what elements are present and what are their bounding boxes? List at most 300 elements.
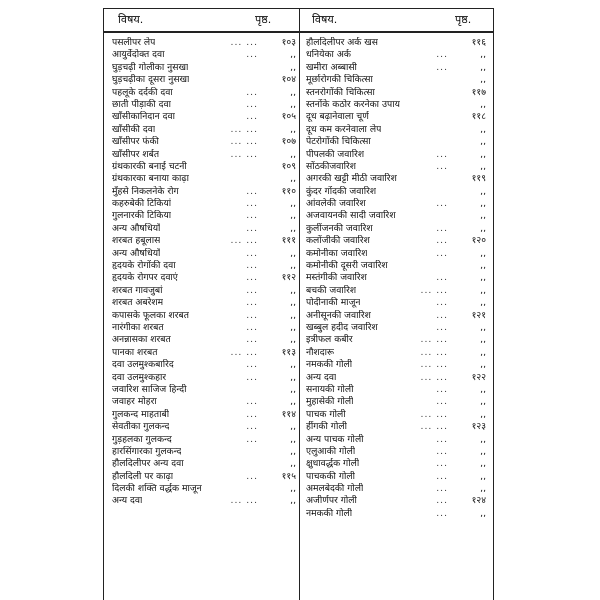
entry-title: नमककी गोली — [306, 507, 353, 519]
entry-leader-dots: ... — [436, 148, 448, 160]
index-entry — [306, 310, 486, 322]
index-entry — [112, 409, 296, 421]
entry-page-number: ११२ — [281, 272, 296, 284]
entry-title: अन्य दवा — [112, 495, 143, 507]
entry-page-number: ,, — [290, 321, 296, 333]
entry-page-number: १२१ — [471, 309, 486, 321]
entry-title: पेटरोगोंकी चिकित्सा — [306, 136, 371, 148]
entry-page-number: ,, — [480, 198, 486, 210]
index-entry — [112, 372, 296, 384]
entry-leader-dots: ... — [436, 445, 448, 457]
entry-leader-dots: ... — [436, 433, 448, 445]
entry-title: मूर्छारोगकी चिकित्सा — [306, 74, 373, 86]
entry-title: शरबत गावजुबां — [112, 284, 163, 296]
entry-page-number: ,, — [480, 136, 486, 148]
entry-page-number: ,, — [480, 160, 486, 172]
index-entry — [306, 471, 486, 483]
entry-page-number: १११ — [281, 235, 296, 247]
entry-title: पाचककी गोली — [306, 470, 356, 482]
entry-page-number: १२२ — [471, 371, 486, 383]
entry-leader-dots: ... ... — [230, 235, 258, 247]
right-page-header: पृष्ठ. — [455, 13, 472, 26]
index-entry — [306, 198, 486, 210]
entry-title: ग्रंथकारकी बनाई चटनी — [112, 160, 187, 172]
entry-leader-dots: ... ... — [420, 284, 448, 296]
entry-leader-dots: ... — [246, 260, 258, 272]
entry-page-number: ,, — [480, 284, 486, 296]
index-entry — [112, 396, 296, 408]
index-entry — [306, 186, 486, 198]
entry-page-number: ,, — [480, 247, 486, 259]
entry-page-number: ,, — [290, 371, 296, 383]
index-entry — [306, 173, 486, 185]
entry-title: सेवतीका गुलकन्द — [112, 421, 170, 433]
right-border — [493, 8, 494, 600]
entry-leader-dots: ... — [436, 247, 448, 259]
entry-page-number: ,, — [290, 198, 296, 210]
entry-title: दूध कम करनेवाला लेप — [306, 123, 382, 135]
entry-title: गुलकन्द माहताबी — [112, 408, 170, 420]
left-border — [103, 8, 104, 600]
entry-title: हौलदिली पर काढ़ा — [112, 470, 174, 482]
entry-leader-dots: ... — [436, 383, 448, 395]
entry-page-number: ११४ — [281, 408, 296, 420]
entry-page-number: ,, — [480, 321, 486, 333]
entry-leader-dots: ... — [436, 272, 448, 284]
entry-title: कमोनीका जवारिश — [306, 247, 368, 259]
index-entry — [306, 285, 486, 297]
index-entry — [112, 260, 296, 272]
entry-title: खमीरा अब्बासी — [306, 61, 357, 73]
index-entry — [306, 495, 486, 507]
index-entry — [112, 111, 296, 123]
index-entry — [306, 347, 486, 359]
index-entry — [112, 285, 296, 297]
index-entry — [112, 124, 296, 136]
entry-page-number: ,, — [480, 61, 486, 73]
entry-page-number: ,, — [480, 507, 486, 519]
right-index-column — [306, 37, 486, 520]
entry-title: कुलींजनकी जवारिश — [306, 222, 373, 234]
entry-title: दूध बढ़ानेवाला चूर्ण — [306, 111, 369, 123]
entry-page-number: ,, — [480, 383, 486, 395]
entry-leader-dots: ... — [436, 222, 448, 234]
index-entry — [306, 322, 486, 334]
entry-title: सनायकी गोली — [306, 383, 354, 395]
entry-leader-dots: ... — [246, 86, 258, 98]
entry-title: अन्य पाचक गोली — [306, 433, 364, 445]
entry-page-number: ,, — [480, 74, 486, 86]
entry-leader-dots: ... ... — [420, 346, 448, 358]
entry-leader-dots: ... — [436, 396, 448, 408]
index-entry — [306, 508, 486, 520]
index-entry — [112, 495, 296, 507]
index-entry — [112, 74, 296, 86]
index-entry — [112, 347, 296, 359]
entry-leader-dots: ... — [436, 198, 448, 210]
index-entry — [112, 446, 296, 458]
entry-page-number: ,, — [290, 260, 296, 272]
entry-title: क्षुधावर्द्धक गोली — [306, 458, 360, 470]
entry-page-number: १२३ — [471, 421, 486, 433]
right-subject-header: विषय. — [312, 13, 338, 26]
top-rule — [103, 8, 493, 9]
entry-title: एलुआकी गोली — [306, 445, 356, 457]
entry-title: अन्य औषधियाँ — [112, 222, 161, 234]
entry-title: नमककी गोली — [306, 359, 353, 371]
entry-title: कपासके फूलका शरबत — [112, 309, 189, 321]
entry-page-number: ,, — [290, 173, 296, 185]
entry-page-number: ,, — [480, 49, 486, 61]
entry-page-number: ,, — [290, 334, 296, 346]
entry-leader-dots: ... ... — [230, 37, 258, 48]
entry-leader-dots: ... — [246, 297, 258, 309]
entry-page-number: ,, — [480, 359, 486, 371]
index-entry — [112, 310, 296, 322]
entry-page-number: ,, — [290, 284, 296, 296]
entry-title: अन्य दवा — [306, 371, 337, 383]
entry-leader-dots: ... — [246, 284, 258, 296]
entry-title: सोंठकीजवारिश — [306, 160, 357, 172]
entry-leader-dots: ... — [246, 98, 258, 110]
entry-page-number: ,, — [290, 49, 296, 61]
entry-page-number: ,, — [290, 483, 296, 495]
entry-title: अजीर्णपर गोली — [306, 495, 357, 507]
entry-title: पसलीपर लेप — [112, 37, 156, 48]
entry-page-number: १२४ — [471, 495, 486, 507]
index-entry — [112, 421, 296, 433]
entry-leader-dots: ... — [246, 371, 258, 383]
index-entry — [306, 483, 486, 495]
entry-title: घुड़चढ़ी गोलीका नुसखा — [112, 61, 189, 73]
entry-page-number: ,, — [290, 445, 296, 457]
entry-title: अनीसूनकी जवारिश — [306, 309, 371, 321]
entry-leader-dots: ... ... — [420, 408, 448, 420]
entry-title: स्तनरोगोंकी चिकित्सा — [306, 86, 375, 98]
entry-page-number: ,, — [290, 421, 296, 433]
entry-title: खाँसीकी दवा — [112, 123, 156, 135]
index-entry — [112, 210, 296, 222]
entry-title: गुलनारकी टिकिया — [112, 210, 172, 222]
entry-page-number: ,, — [480, 98, 486, 110]
index-entry — [112, 272, 296, 284]
index-entry — [306, 458, 486, 470]
entry-leader-dots: ... — [436, 61, 448, 73]
entry-title: दवा उलमुश्कहार — [112, 371, 167, 383]
index-entry — [112, 434, 296, 446]
entry-title: हारसिंगारका गुलकन्द — [112, 445, 182, 457]
entry-leader-dots: ... — [436, 483, 448, 495]
entry-leader-dots: ... — [436, 297, 448, 309]
index-entry — [112, 186, 296, 198]
index-entry — [306, 384, 486, 396]
entry-leader-dots: ... ... — [420, 421, 448, 433]
entry-page-number: १०९ — [281, 160, 296, 172]
entry-page-number: ,, — [290, 247, 296, 259]
entry-page-number: ,, — [480, 334, 486, 346]
entry-page-number: ,, — [290, 433, 296, 445]
index-entry — [306, 111, 486, 123]
entry-page-number: ,, — [290, 61, 296, 73]
entry-leader-dots: ... — [246, 247, 258, 259]
index-entry — [112, 223, 296, 235]
entry-page-number: ,, — [290, 148, 296, 160]
entry-leader-dots: ... ... — [230, 148, 258, 160]
entry-title: शरबत हबूलास — [112, 235, 161, 247]
entry-leader-dots: ... — [246, 433, 258, 445]
entry-leader-dots: ... — [436, 321, 448, 333]
entry-page-number: ,, — [480, 148, 486, 160]
entry-page-number: ११८ — [471, 111, 486, 123]
entry-title: इत्रीफल कबीर — [306, 334, 353, 346]
entry-title: खब्बुल हदीद जवारिश — [306, 321, 378, 333]
entry-title: हींगकी गोली — [306, 421, 347, 433]
entry-title: हौलदिलीपर अर्क खस — [306, 37, 378, 48]
entry-leader-dots: ... ... — [230, 123, 258, 135]
entry-page-number: ,, — [290, 383, 296, 395]
entry-leader-dots: ... — [436, 507, 448, 519]
entry-page-number: ,, — [480, 210, 486, 222]
index-entry — [112, 248, 296, 260]
entry-title: पानका शरबत — [112, 346, 158, 358]
entry-leader-dots: ... ... — [230, 136, 258, 148]
entry-page-number: ,, — [480, 346, 486, 358]
index-entry — [306, 272, 486, 284]
entry-leader-dots: ... — [436, 160, 448, 172]
index-entry — [112, 149, 296, 161]
entry-page-number: ११३ — [281, 346, 296, 358]
entry-title: पाचक गोली — [306, 408, 346, 420]
entry-page-number: ,, — [480, 297, 486, 309]
index-entry — [112, 49, 296, 61]
index-entry — [306, 87, 486, 99]
entry-leader-dots: ... — [436, 495, 448, 507]
entry-page-number: ,, — [480, 185, 486, 197]
index-entry — [112, 334, 296, 346]
entry-page-number: ,, — [290, 458, 296, 470]
index-entry — [112, 87, 296, 99]
entry-title: स्तनोंके कठोर करनेका उपाय — [306, 98, 400, 110]
index-entry — [306, 210, 486, 222]
entry-page-number: ,, — [480, 458, 486, 470]
entry-title: मुँहसे निकलनेके रोग — [112, 185, 179, 197]
entry-title: हृदयके रोगोंकी दवा — [112, 260, 176, 272]
entry-leader-dots: ... — [246, 359, 258, 371]
index-entry — [306, 260, 486, 272]
entry-title: अजवायनकी सादी जवारिश — [306, 210, 396, 222]
entry-page-number: ,, — [480, 396, 486, 408]
entry-title: धनियेका अर्क — [306, 49, 351, 61]
entry-title: हौलदिलीपर अन्य दवा — [112, 458, 184, 470]
entry-title: दवा उलमुश्कबारिद — [112, 359, 174, 371]
index-entry — [306, 161, 486, 173]
index-entry — [112, 359, 296, 371]
left-index-column — [112, 37, 296, 508]
entry-page-number: ,, — [480, 222, 486, 234]
entry-title: मस्तंगीकी जवारिश — [306, 272, 367, 284]
index-entry — [306, 446, 486, 458]
index-entry — [306, 359, 486, 371]
entry-title: कलोंजीकी जवारिश — [306, 235, 370, 247]
entry-leader-dots: ... — [246, 111, 258, 123]
entry-leader-dots: ... — [246, 49, 258, 61]
index-entry — [306, 37, 486, 49]
index-entry — [112, 235, 296, 247]
entry-page-number: १०५ — [281, 111, 296, 123]
entry-leader-dots: ... — [436, 470, 448, 482]
entry-leader-dots: ... — [246, 222, 258, 234]
entry-leader-dots: ... ... — [230, 346, 258, 358]
header-rule — [103, 31, 493, 33]
entry-page-number: ११५ — [281, 470, 296, 482]
entry-title: पोदीनाकी माजून — [306, 297, 361, 309]
entry-title: नौशदारू — [306, 346, 335, 358]
index-entry — [112, 471, 296, 483]
index-entry — [112, 136, 296, 148]
index-entry — [112, 198, 296, 210]
entry-title: जवाहर मोहरा — [112, 396, 157, 408]
entry-leader-dots: ... — [436, 235, 448, 247]
entry-leader-dots: ... ... — [420, 359, 448, 371]
entry-page-number: ,, — [480, 272, 486, 284]
index-entry — [306, 372, 486, 384]
entry-leader-dots: ... — [436, 309, 448, 321]
entry-page-number: ,, — [480, 408, 486, 420]
entry-page-number: ,, — [480, 433, 486, 445]
entry-title: अमलबेदकी गोली — [306, 483, 364, 495]
entry-title: अगरकी खट्टी मीठी जवारिश — [306, 173, 397, 185]
entry-page-number: ,, — [290, 309, 296, 321]
index-entry — [112, 37, 296, 49]
entry-page-number: ,, — [290, 123, 296, 135]
entry-page-number: ,, — [290, 98, 296, 110]
entry-leader-dots: ... — [246, 198, 258, 210]
entry-title: कमोनीकी दूसरी जवारिश — [306, 260, 388, 272]
index-entry — [112, 99, 296, 111]
entry-title: खाँसीपर फंकी — [112, 136, 159, 148]
entry-page-number: ११७ — [471, 86, 486, 98]
index-entry — [306, 49, 486, 61]
index-entry — [306, 421, 486, 433]
entry-leader-dots: ... — [246, 321, 258, 333]
entry-title: मुहासेकी गोली — [306, 396, 354, 408]
index-entry — [112, 458, 296, 470]
entry-leader-dots: ... — [246, 470, 258, 482]
entry-page-number: ,, — [480, 483, 486, 495]
index-entry — [112, 62, 296, 74]
left-subject-header: विषय. — [118, 13, 144, 26]
entry-leader-dots: ... — [246, 396, 258, 408]
entry-title: खाँसीपर शर्बत — [112, 148, 160, 160]
entry-leader-dots: ... — [246, 421, 258, 433]
entry-page-number: ,, — [290, 210, 296, 222]
index-entry — [306, 99, 486, 111]
entry-title: पीपलकी जवारिश — [306, 148, 365, 160]
center-divider — [299, 8, 300, 600]
index-entry — [306, 297, 486, 309]
entry-title: दिलकी शक्ति वर्द्धक माजून — [112, 483, 202, 495]
entry-page-number: ,, — [290, 297, 296, 309]
entry-title: ग्रंथकारका बनाया काढ़ा — [112, 173, 189, 185]
index-entry — [306, 434, 486, 446]
entry-title: शरबत अबरेशम — [112, 297, 164, 309]
index-entry — [306, 334, 486, 346]
index-entry — [112, 297, 296, 309]
entry-leader-dots: ... — [436, 49, 448, 61]
entry-leader-dots: ... — [246, 309, 258, 321]
entry-title: गुड़हलका गुलकन्द — [112, 433, 172, 445]
index-entry — [306, 124, 486, 136]
entry-title: छाती पीड़ाकी दवा — [112, 98, 171, 110]
entry-page-number: ,, — [480, 123, 486, 135]
entry-title: घुड़चढ़ीका दूसरा नुसखा — [112, 74, 190, 86]
index-entry — [306, 396, 486, 408]
left-page-header: पृष्ठ. — [255, 13, 272, 26]
index-entry — [306, 74, 486, 86]
index-entry — [306, 136, 486, 148]
entry-title: नारंगीका शरबत — [112, 321, 164, 333]
entry-page-number: ११० — [281, 185, 296, 197]
index-entry — [306, 409, 486, 421]
entry-page-number: ,, — [290, 359, 296, 371]
entry-page-number: १०३ — [281, 37, 296, 48]
entry-leader-dots: ... — [246, 272, 258, 284]
entry-title: कहरुबेकी टिकियां — [112, 198, 172, 210]
entry-title: आंवलेकी जवारिश — [306, 198, 366, 210]
index-entry — [306, 235, 486, 247]
entry-leader-dots: ... — [246, 334, 258, 346]
entry-title: खाँसीकानिदान दवा — [112, 111, 176, 123]
entry-page-number: १०७ — [281, 136, 296, 148]
index-entry — [112, 384, 296, 396]
entry-page-number: ,, — [290, 222, 296, 234]
index-entry — [306, 62, 486, 74]
entry-leader-dots: ... ... — [420, 334, 448, 346]
entry-title: पहलूके दर्दकी दवा — [112, 86, 173, 98]
entry-leader-dots: ... — [246, 408, 258, 420]
index-entry — [112, 161, 296, 173]
index-entry — [112, 483, 296, 495]
entry-leader-dots: ... ... — [230, 495, 258, 507]
entry-title: बचकी जवारिश — [306, 284, 357, 296]
entry-leader-dots: ... — [246, 210, 258, 222]
entry-page-number: ,, — [290, 495, 296, 507]
entry-page-number: १०४ — [281, 74, 296, 86]
entry-page-number: ११६ — [471, 37, 486, 48]
index-entry — [112, 173, 296, 185]
entry-page-number: ११९ — [471, 173, 486, 185]
entry-page-number: ,, — [480, 470, 486, 482]
entry-page-number: १२० — [471, 235, 486, 247]
index-entry — [306, 248, 486, 260]
entry-title: जवारिश साजिज हिन्दी — [112, 383, 187, 395]
index-entry — [306, 223, 486, 235]
entry-page-number: ,, — [480, 260, 486, 272]
index-entry — [306, 149, 486, 161]
entry-title: अन्य औषधियाँ — [112, 247, 161, 259]
entry-leader-dots: ... ... — [420, 371, 448, 383]
entry-page-number: ,, — [290, 86, 296, 98]
entry-title: अनन्नासका शरबत — [112, 334, 171, 346]
index-entry — [112, 322, 296, 334]
entry-title: हृदयके रोगपर दवाएं — [112, 272, 178, 284]
entry-page-number: ,, — [290, 396, 296, 408]
entry-page-number: ,, — [480, 445, 486, 457]
entry-title: कुंदर गोंदकी जवारिश — [306, 185, 377, 197]
entry-leader-dots: ... — [246, 185, 258, 197]
entry-leader-dots: ... — [436, 458, 448, 470]
entry-title: आयुर्वेदोक्त दवा — [112, 49, 165, 61]
